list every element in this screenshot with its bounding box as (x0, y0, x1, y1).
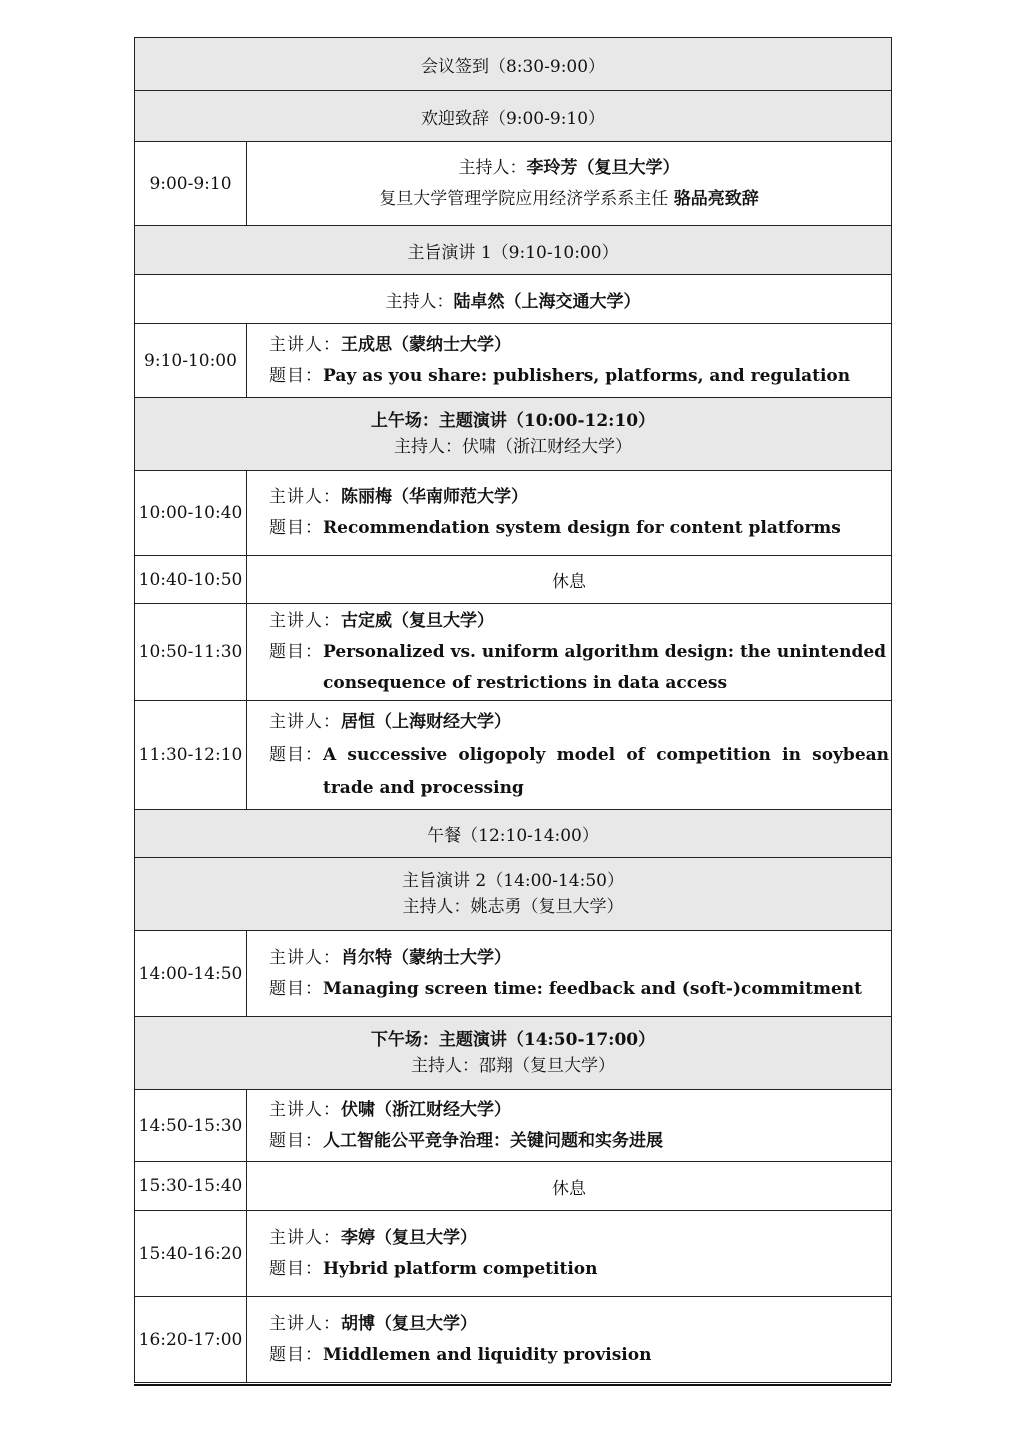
speaker-label: 主讲人： (269, 1227, 341, 1248)
speaker-label: 主讲人： (269, 711, 341, 732)
section-header-keynote1: 主旨演讲 1（9:10-10:00） (135, 226, 892, 275)
speaker-name: 伏啸（浙江财经大学） (341, 1099, 511, 1120)
talk-title: Pay as you share: publishers, platforms, and regulation (323, 365, 851, 386)
speaker-name: 古定威（复旦大学） (341, 610, 494, 631)
talk-title: 人工智能公平竞争治理：关键问题和实务进展 (323, 1130, 663, 1151)
time-cell: 11:30-12:10 (135, 701, 247, 810)
talk-detail-cell (247, 1297, 892, 1383)
title-label: 题目： (269, 1344, 323, 1365)
section-title: 下午场：主题演讲（14:50-17:00） (370, 1030, 656, 1050)
break-row (135, 1162, 892, 1211)
section-header-morning (135, 398, 892, 471)
time-cell: 14:00-14:50 (135, 931, 247, 1017)
talk-detail-cell (247, 931, 892, 1017)
speech-name: 骆品亮致辞 (673, 188, 759, 209)
speaker-name: 李婷（复旦大学） (341, 1227, 477, 1248)
break-cell: 休息 (247, 1162, 892, 1211)
section-title: 上午场：主题演讲（10:00-12:10） (370, 411, 656, 431)
host-name: 李玲芳（复旦大学） (526, 157, 680, 178)
time-cell: 9:00-9:10 (135, 142, 247, 226)
speaker-name: 胡博（复旦大学） (341, 1313, 477, 1334)
talk-detail-cell (247, 471, 892, 556)
talk-detail-cell (247, 324, 892, 398)
speaker-label: 主讲人： (269, 947, 341, 968)
speech-prefix: 复旦大学管理学院应用经济学系系主任 (379, 188, 669, 209)
section-row-checkin (135, 38, 892, 91)
speaker-label: 主讲人： (269, 334, 341, 355)
time-cell: 10:00-10:40 (135, 471, 247, 556)
section-row-keynote2 (135, 858, 892, 931)
time-cell: 14:50-15:30 (135, 1090, 247, 1162)
talk-title: A successive oligopoly model of competition in soybean trade and processing (323, 744, 890, 798)
title-label: 题目： (269, 978, 323, 999)
table-bottom-rule (134, 1384, 891, 1386)
section-row-welcome (135, 91, 892, 142)
talk-title: Recommendation system design for content platforms (323, 518, 841, 538)
speaker-name: 陈丽梅（华南师范大学） (341, 487, 528, 507)
speaker-label: 主讲人： (269, 610, 341, 631)
welcome-host-line (247, 153, 891, 184)
talk-row (135, 701, 892, 810)
talk-detail-cell (247, 1211, 892, 1297)
talk-row (135, 471, 892, 556)
talk-detail-cell (247, 701, 892, 810)
section-host: 主持人：伏啸（浙江财经大学） (394, 437, 632, 457)
section-host: 主持人：邵翔（复旦大学） (411, 1056, 615, 1076)
speaker-label: 主讲人： (269, 487, 341, 507)
talk-title: Hybrid platform competition (323, 1258, 598, 1279)
section-host: 主持人：姚志勇（复旦大学） (402, 897, 624, 917)
time-cell: 16:20-17:00 (135, 1297, 247, 1383)
host-label: 主持人： (458, 157, 527, 178)
section-row-morning (135, 398, 892, 471)
welcome-detail-cell (247, 142, 892, 226)
speaker-label: 主讲人： (269, 1099, 341, 1120)
title-label: 题目： (269, 365, 323, 386)
section-title: 主旨演讲 2（14:00-14:50） (402, 871, 624, 891)
title-label: 题目： (269, 744, 323, 765)
section-row-afternoon (135, 1017, 892, 1090)
welcome-speech-line (247, 184, 891, 215)
title-label: 题目： (269, 641, 323, 662)
keynote1-host-row (135, 275, 892, 324)
speaker-label: 主讲人： (269, 1313, 341, 1334)
break-cell: 休息 (247, 556, 892, 604)
talk-row (135, 324, 892, 398)
section-header-keynote2 (135, 858, 892, 931)
speaker-name: 王成思（蒙纳士大学） (341, 334, 511, 355)
host-label: 主持人： (385, 291, 454, 312)
talk-title: Middlemen and liquidity provision (323, 1344, 652, 1365)
section-row-keynote1 (135, 226, 892, 275)
talk-row (135, 1090, 892, 1162)
talk-row (135, 1297, 892, 1383)
talk-detail-cell (247, 604, 892, 701)
time-cell: 10:40-10:50 (135, 556, 247, 604)
break-row (135, 556, 892, 604)
section-header-checkin: 会议签到（8:30-9:00） (135, 38, 892, 91)
talk-row (135, 931, 892, 1017)
speaker-name: 居恒（上海财经大学） (341, 711, 511, 732)
talk-detail-cell (247, 1090, 892, 1162)
section-header-welcome: 欢迎致辞（9:00-9:10） (135, 91, 892, 142)
time-cell: 15:30-15:40 (135, 1162, 247, 1211)
talk-title: Personalized vs. uniform algorithm design: the unintended consequence of restrictions in data access (323, 641, 887, 693)
time-cell: 9:10-10:00 (135, 324, 247, 398)
talk-row (135, 1211, 892, 1297)
time-cell: 10:50-11:30 (135, 604, 247, 701)
keynote1-host-cell (135, 275, 892, 324)
time-cell: 15:40-16:20 (135, 1211, 247, 1297)
host-name: 陆卓然（上海交通大学） (453, 291, 641, 312)
speaker-name: 肖尔特（蒙纳士大学） (341, 947, 511, 968)
section-row-lunch (135, 810, 892, 858)
section-header-lunch: 午餐（12:10-14:00） (135, 810, 892, 858)
conference-schedule-table (134, 37, 892, 1383)
title-label: 题目： (269, 518, 323, 538)
welcome-row (135, 142, 892, 226)
talk-title: Managing screen time: feedback and (soft-)commitment (323, 978, 862, 999)
title-label: 题目： (269, 1130, 323, 1151)
talk-row (135, 604, 892, 701)
title-label: 题目： (269, 1258, 323, 1279)
section-header-afternoon (135, 1017, 892, 1090)
